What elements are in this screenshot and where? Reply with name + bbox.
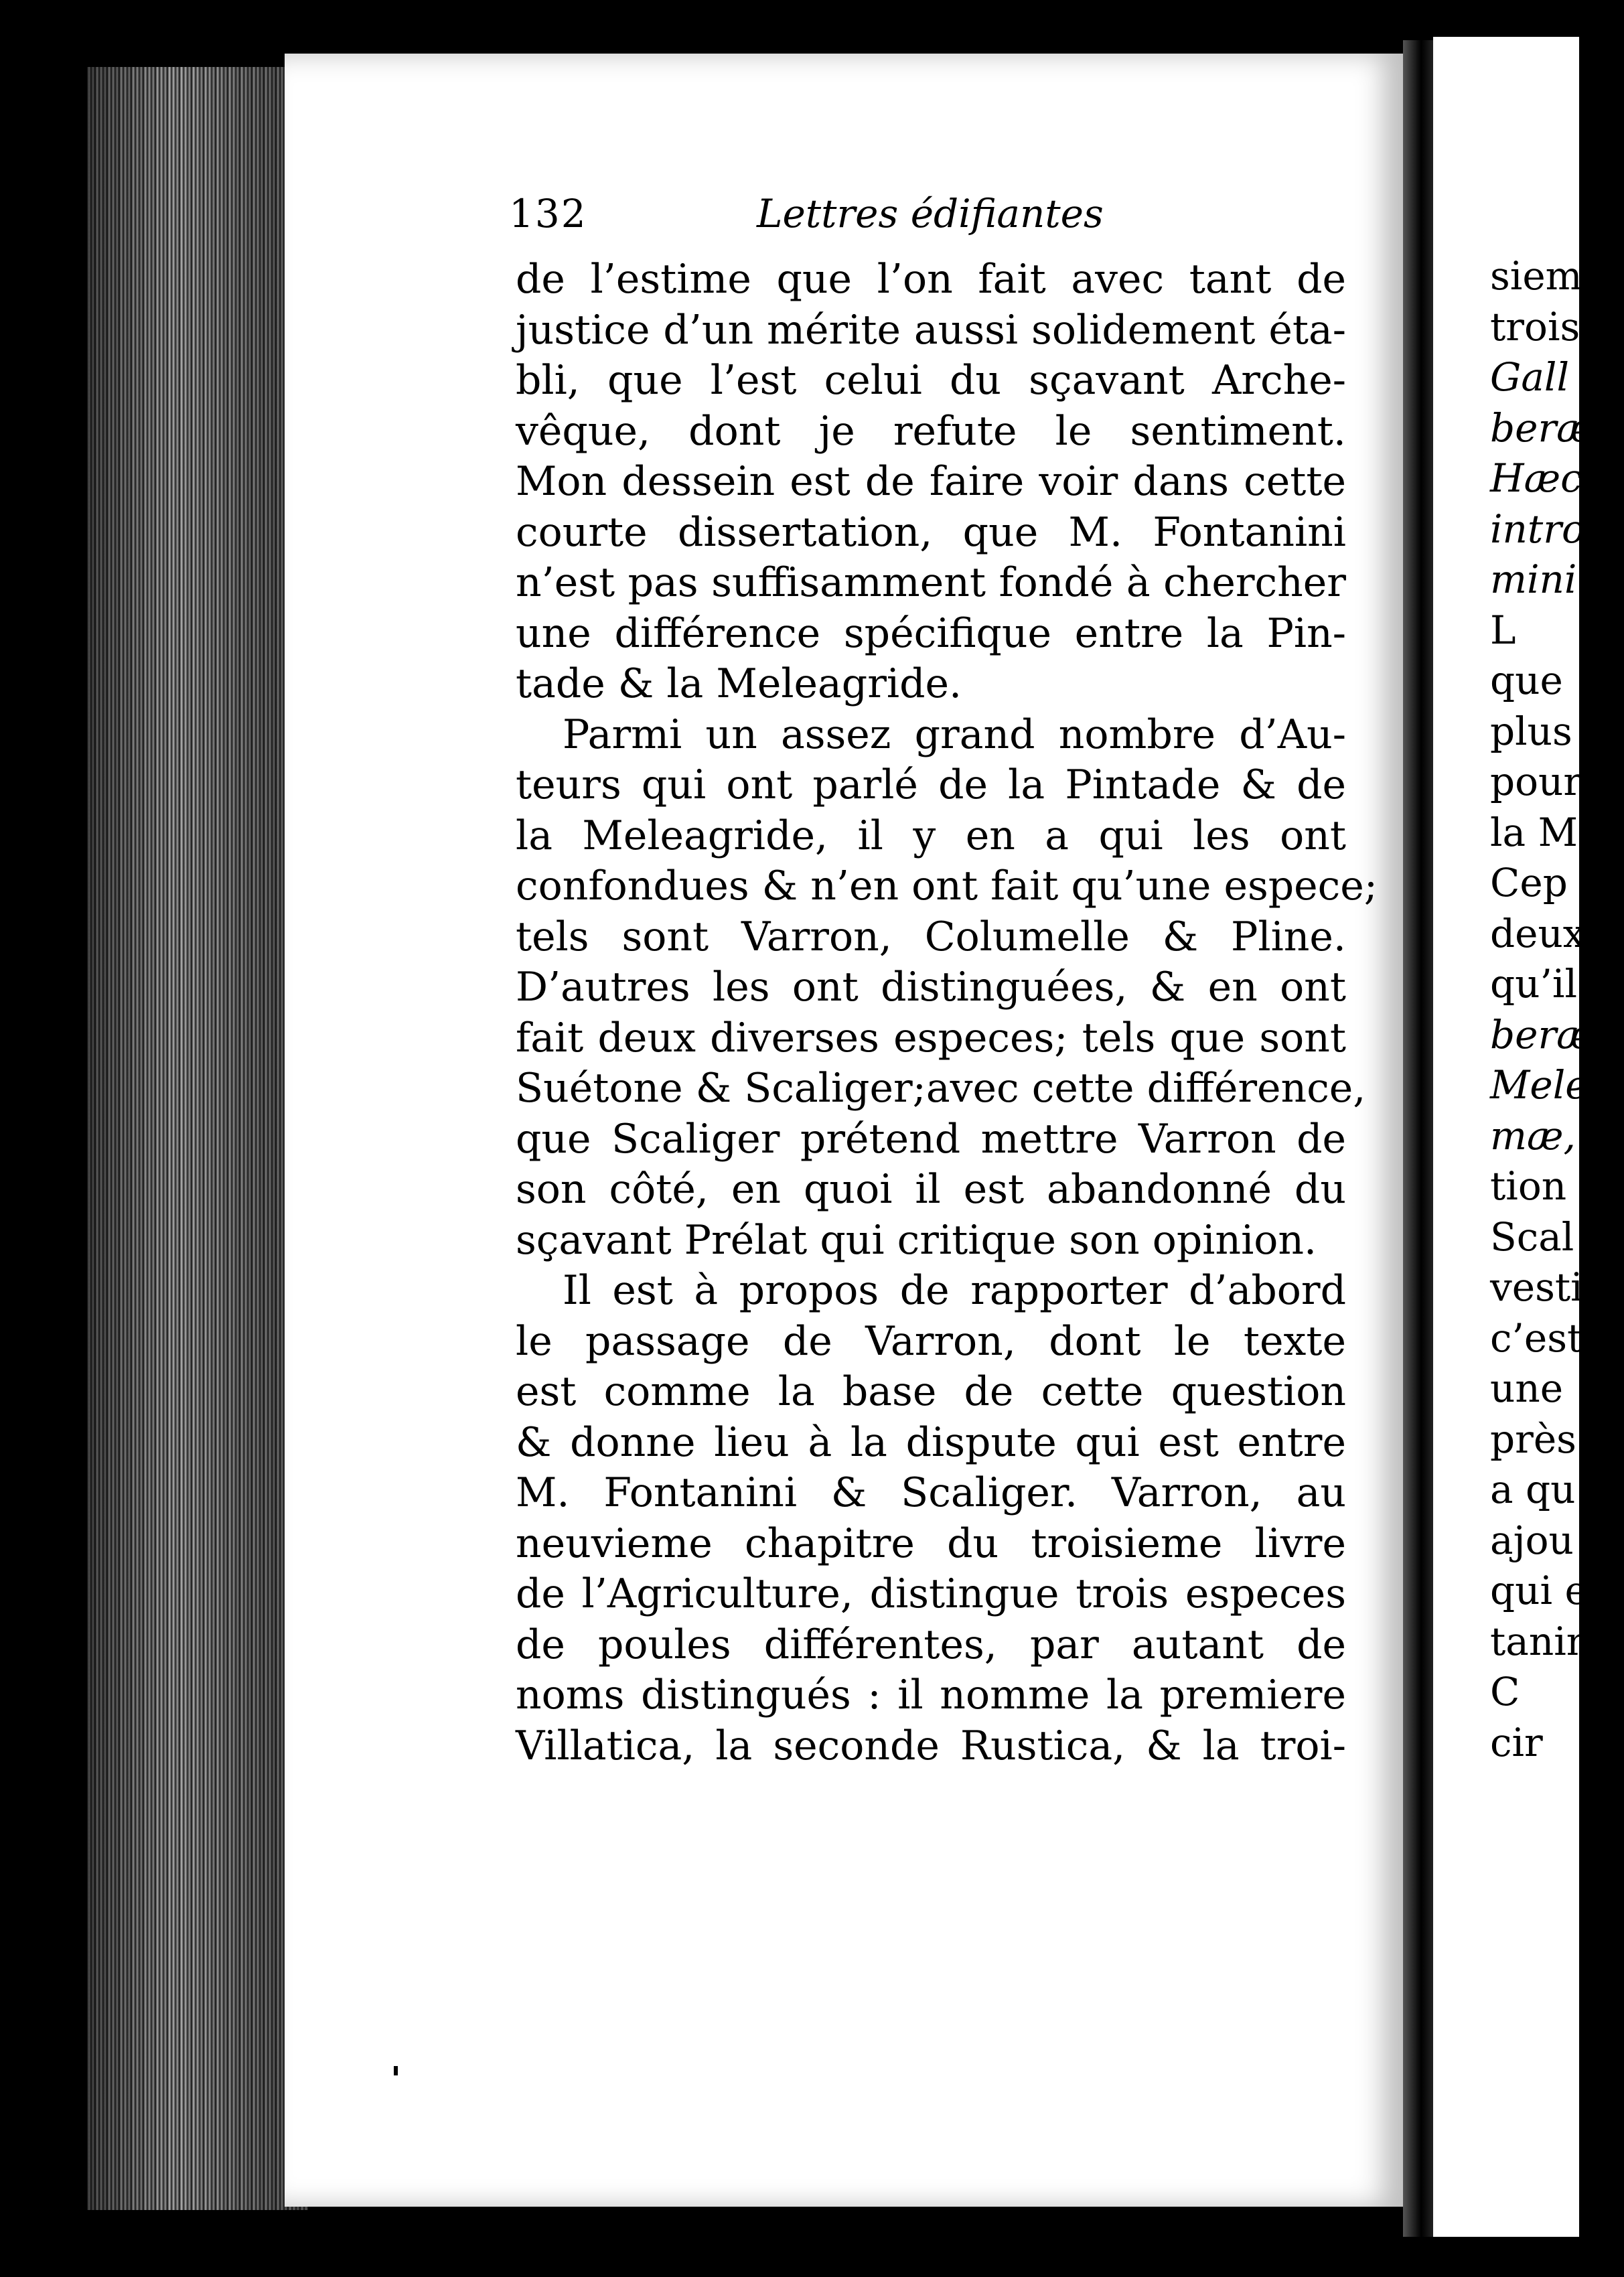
right-text-line: plus [1490, 708, 1572, 754]
right-text-line: une [1490, 1366, 1564, 1411]
text-line: teurs qui ont parlé de la Pintade & de [516, 761, 1346, 808]
right-text-line: ajou [1490, 1517, 1574, 1563]
text-line: courte dissertation, que M. Fontanini [516, 508, 1346, 556]
book-gutter [1403, 40, 1433, 2237]
right-text-line: mæ, [1490, 1112, 1576, 1159]
page-number: 132 [509, 191, 587, 236]
text-line: Suétone & Scaliger;avec cette différence, [516, 1065, 1366, 1112]
text-line: sçavant Prélat qui critique son opinion. [516, 1216, 1317, 1264]
text-line: & donne lieu à la dispute qui est entre [516, 1418, 1346, 1466]
text-line: neuvieme chapitre du troisieme livre [516, 1520, 1346, 1567]
right-text-line: beræ [1490, 405, 1593, 451]
right-text-line: vesti [1490, 1264, 1583, 1310]
right-text-line: la M [1490, 809, 1578, 855]
text-line: de l’estime que l’on fait avec tant de [516, 256, 1346, 303]
right-text-line: beræ [1490, 1011, 1593, 1057]
right-text-line: tion [1490, 1163, 1567, 1209]
right-text-line: près [1490, 1416, 1576, 1462]
right-text-line: Gall [1490, 354, 1570, 400]
text-line: la Meleagride, il y en a qui les ont [516, 812, 1346, 859]
text-line: confondues & n’en ont fait qu’une espece; [516, 863, 1378, 909]
running-header [509, 191, 1346, 251]
right-text-line: c’est [1490, 1315, 1583, 1361]
right-text-line: L [1490, 607, 1516, 653]
text-line: que Scaliger prétend mettre Varron de [516, 1115, 1346, 1163]
right-text-line: Mele [1490, 1062, 1589, 1108]
page-edges-shade [87, 67, 308, 2210]
right-page-text [1490, 251, 1624, 1768]
text-line: bli, que l’est celui du sçavant Arche- [516, 357, 1346, 404]
right-text-line: pour [1490, 759, 1582, 804]
right-text-line: mini [1490, 557, 1577, 602]
text-line: Il est à propos de rapporter d’abord [563, 1267, 1346, 1314]
ink-mark [394, 2066, 398, 2075]
text-line: M. Fontanini & Scaliger. Varron, au [516, 1469, 1346, 1516]
text-line: le passage de Varron, dont le texte [516, 1317, 1346, 1365]
text-line: tade & la Meleagride. [516, 660, 962, 707]
text-line: de l’Agriculture, distingue trois especes [516, 1570, 1346, 1617]
right-text-line: a qu [1490, 1467, 1576, 1512]
right-text-line: qu’il [1490, 961, 1578, 1007]
running-title: Lettres édifiantes [757, 191, 1104, 236]
right-text-line: Hæc [1490, 455, 1582, 501]
text-line: Mon dessein est de faire voir dans cette [516, 458, 1346, 505]
text-line: fait deux diverses especes; tels que sont [516, 1014, 1346, 1061]
right-text-line: intro [1490, 506, 1585, 552]
right-text-line: siem [1490, 253, 1582, 299]
text-line: Villatica, la seconde Rustica, & la troi- [516, 1722, 1346, 1769]
text-line: vêque, dont je refute le sentiment. [516, 407, 1346, 455]
right-text-line: Scal [1490, 1214, 1574, 1260]
text-line: noms distingués : il nomme la premiere [516, 1672, 1346, 1718]
text-line: son côté, en quoi il est abandonné du [516, 1166, 1346, 1213]
right-text-line: cir [1490, 1719, 1543, 1765]
text-line: justice d’un mérite aussi solidement éta- [516, 306, 1346, 354]
right-text-line: tanin [1490, 1618, 1592, 1664]
text-line: est comme la base de cette question [516, 1368, 1346, 1415]
right-text-line: que [1490, 658, 1563, 703]
text-line: n’est pas suffisamment fondé à chercher [516, 559, 1346, 606]
text-line: une différence spécifique entre la Pin- [516, 609, 1346, 657]
right-text-line: Cep [1490, 860, 1568, 905]
right-text-line: C [1490, 1669, 1520, 1714]
text-line: tels sont Varron, Columelle & Pline. [516, 913, 1346, 960]
right-text-line: deux [1490, 910, 1585, 956]
right-text-line: trois [1490, 303, 1580, 350]
body-text [516, 254, 1378, 1771]
text-line: D’autres les ont distinguées, & en ont [516, 964, 1346, 1011]
right-text-line: qui e [1490, 1568, 1588, 1613]
text-line: Parmi un assez grand nombre d’Au- [563, 711, 1346, 758]
text-line: de poules différentes, par autant de [516, 1621, 1346, 1668]
